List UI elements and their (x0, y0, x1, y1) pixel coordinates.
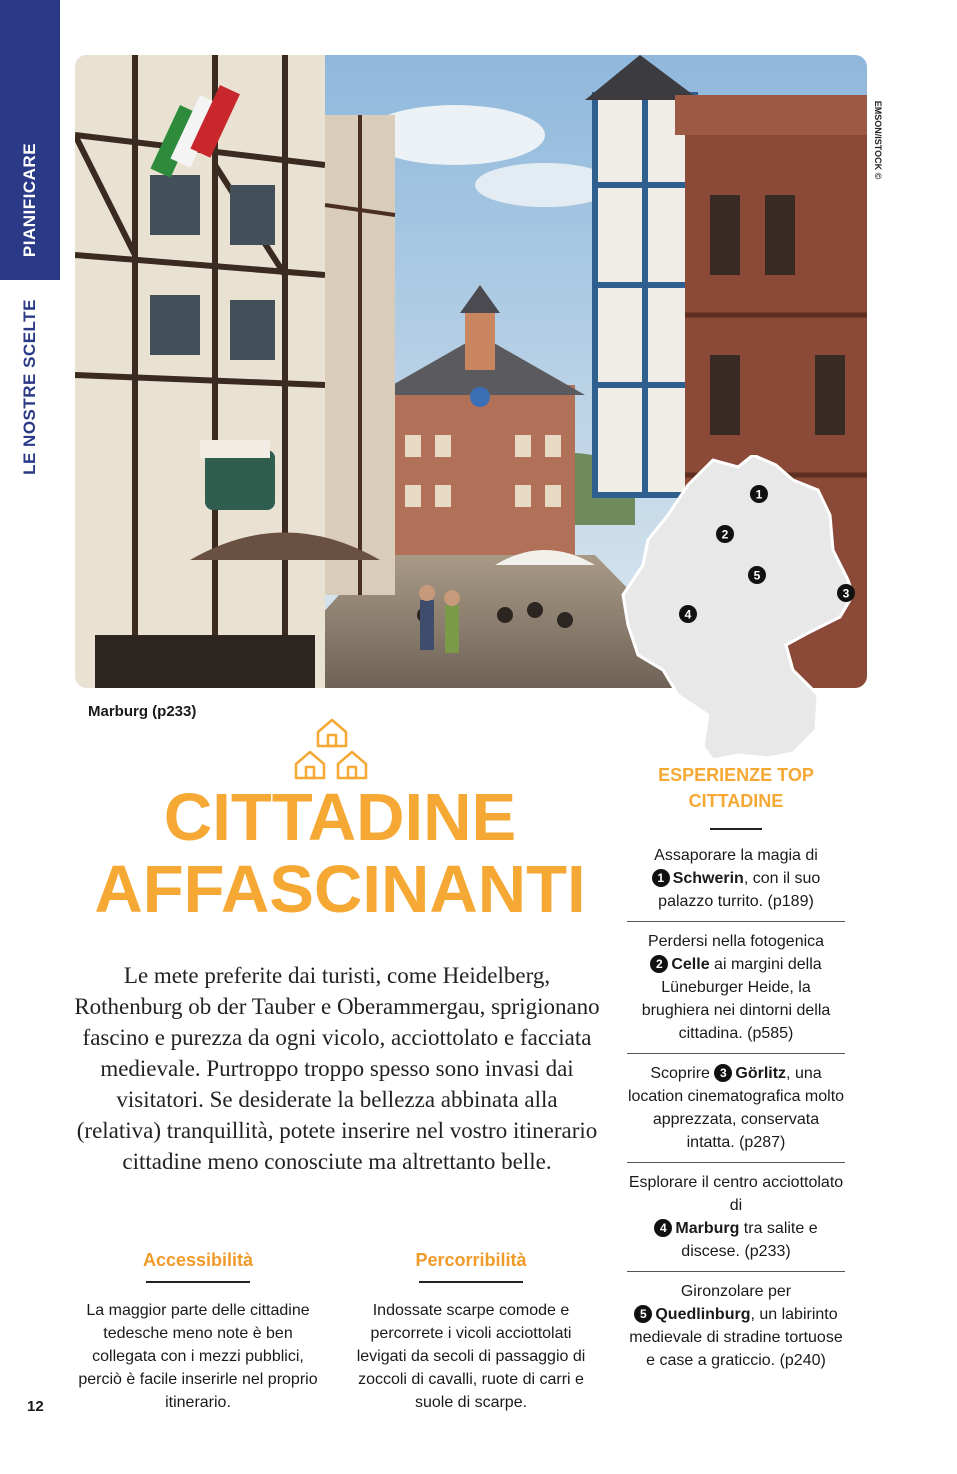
sidebar-heading-line-2: CITTADINE (688, 791, 784, 811)
houses-icon (292, 716, 372, 785)
page-title-line-1: CITTADINE (163, 780, 517, 855)
column-divider (146, 1281, 250, 1283)
page-title-line-2: AFFASCINANTI (94, 852, 586, 927)
map-marker-2 (716, 525, 734, 543)
page-number: 12 (27, 1398, 44, 1415)
experience-item-4-city: Marburg (675, 1220, 740, 1237)
section-tabs (0, 0, 60, 1474)
tab-le-nostre-scelte[interactable] (0, 280, 60, 500)
map-marker-4 (679, 605, 697, 623)
experience-item-4 (627, 1163, 845, 1272)
tab-pianificare-label: PIANIFICARE (20, 142, 39, 258)
experience-item-5-post: , un labirinto medievale di stradine tortuose e case a graticcio. (p240) (629, 1306, 843, 1369)
experience-item-4-post: tra salite e discese. (p233) (681, 1220, 818, 1260)
page-title (60, 782, 620, 926)
top-experiences-sidebar (627, 762, 845, 1380)
map-marker-1-label: 1 (755, 487, 763, 502)
map-marker-3-label: 3 (842, 586, 850, 601)
column-percorribilita-heading: Percorribilità (415, 1250, 527, 1270)
photo-credit (868, 90, 888, 190)
experience-item-2 (627, 922, 845, 1054)
column-divider (419, 1281, 523, 1283)
experience-item-2-city: Celle (671, 956, 710, 973)
map-marker-3 (837, 584, 855, 602)
map-marker-1 (750, 485, 768, 503)
map-marker-5 (748, 566, 766, 584)
experience-item-2-pre: Perdersi nella fotogenica (647, 933, 825, 950)
sidebar-heading-line-1: ESPERIENZE TOP (658, 765, 814, 785)
photo-credit-text: EMSON/ISTOCK © (873, 100, 883, 180)
column-percorribilita (346, 1250, 596, 1414)
number-badge-3: 3 (714, 1064, 732, 1082)
experience-item-1-post: , con il suo palazzo turrito. (p189) (658, 870, 821, 910)
experience-item-1-pre: Assaporare la magia di (654, 847, 818, 864)
experience-item-4-pre: Esplorare il centro acciottolato di (628, 1174, 844, 1214)
experience-item-1-city: Schwerin (672, 870, 744, 887)
experience-item-3 (627, 1054, 845, 1163)
map-marker-2-label: 2 (721, 527, 729, 542)
experience-item-5-city: Quedlinburg (655, 1306, 751, 1323)
number-badge-4: 4 (654, 1219, 672, 1237)
number-badge-2: 2 (650, 955, 668, 973)
germany-map (618, 455, 858, 770)
column-accessibilita (73, 1250, 323, 1414)
column-accessibilita-heading: Accessibilità (142, 1250, 254, 1270)
map-marker-4-label: 4 (684, 607, 692, 622)
experience-item-1 (627, 836, 845, 922)
tab-pianificare[interactable] (0, 0, 60, 280)
photo-caption: Marburg (p233) (88, 703, 197, 720)
tab-le-nostre-scelte-label: LE NOSTRE SCELTE (20, 299, 39, 475)
experience-item-3-pre: Scoprire (650, 1065, 710, 1082)
column-percorribilita-text: Indossate scarpe comode e percorrete i vicoli acciottolati levigati da secoli di passaggio di zoccoli di cavalli, ruote di carri e suole di scarpe. (356, 1302, 586, 1411)
experience-item-3-post: , una location cinematografica molto apprezzata, conservata intatta. (p287) (627, 1065, 845, 1151)
column-accessibilita-text: La maggior parte delle cittadine tedesche meno note è ben collegata con i mezzi pubblici, perciò è facile inserirle nel proprio itinerario. (78, 1302, 318, 1411)
number-badge-1: 1 (652, 869, 670, 887)
number-badge-5: 5 (634, 1305, 652, 1323)
experience-item-5-pre: Gironzolare per (680, 1283, 792, 1300)
experience-item-3-city: Görlitz (735, 1065, 787, 1082)
experience-item-2-post: ai margini della Lüneburger Heide, la brughiera nei dintorni della cittadina. (p585) (641, 956, 831, 1042)
intro-paragraph: Le mete preferite dai turisti, come Heidelberg, Rothenburg ob der Tauber e Oberammergau, sprigionano fascino e purezza da ogni vicolo, acciottolato e facciata medievale. Purtroppo troppo spesso sono invasi dai visitatori. Se desiderate la bellezza abbinata alla (relativa) tranquillità, potete inserire nel vostro itinerario cittadine meno conosciute ma altrettanto belle. (74, 963, 600, 1174)
map-marker-5-label: 5 (753, 568, 761, 583)
experience-item-5 (627, 1272, 845, 1380)
